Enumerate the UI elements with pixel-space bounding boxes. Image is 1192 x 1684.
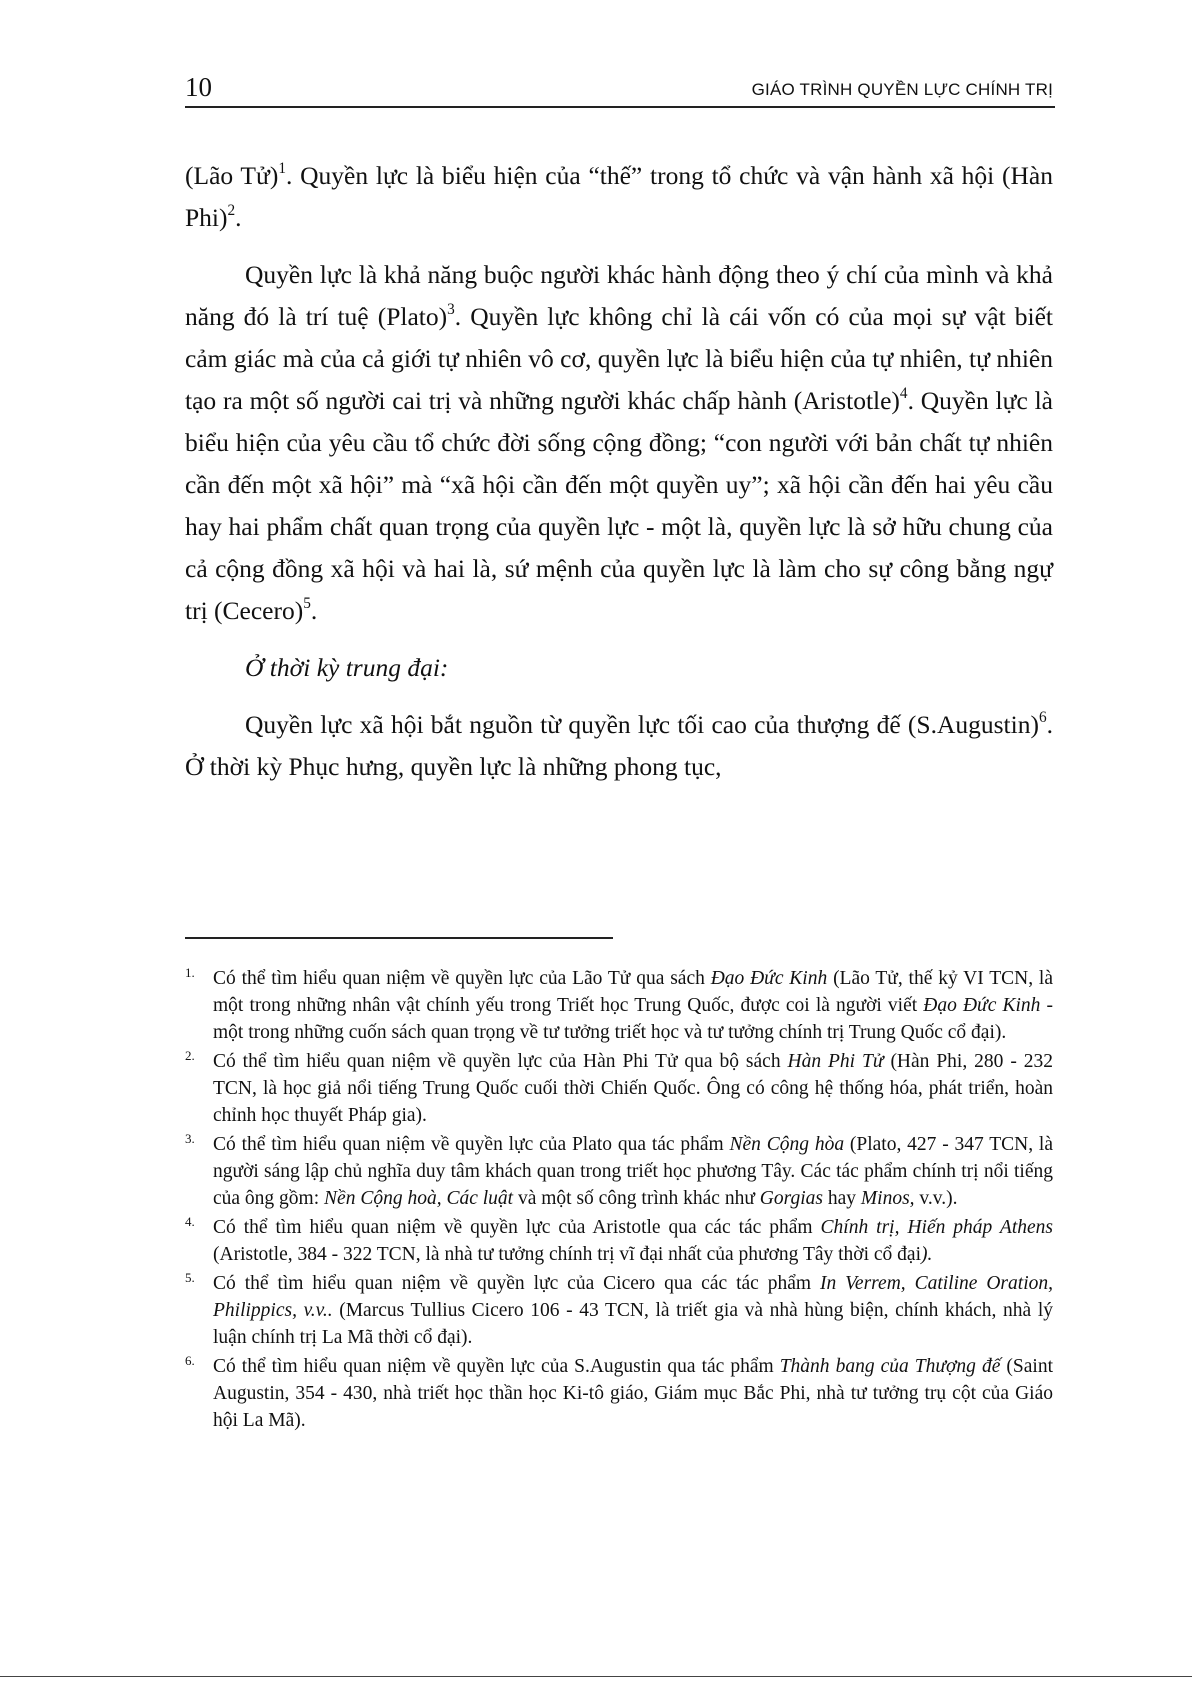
scan-edge-line (0, 1676, 1192, 1677)
footnote-5: 5. Có thể tìm hiểu quan niệm về quyền lực của Cicero qua các tác phẩm In Verrem, Catiline Oration, Philippics, v.v.. (Marcus Tullius Cicero 106 - 43 TCN, là triết gia và nhà hùng biện, chính khách, nhà lý luận chính trị La Mã thời cổ đại). (185, 1270, 1053, 1348)
footnote-ref-4: 4 (899, 384, 908, 402)
running-title: GIÁO TRÌNH QUYỀN LỰC CHÍNH TRỊ (751, 80, 1053, 99)
paragraph-3: Quyền lực xã hội bắt nguồn từ quyền lực tối cao của thượng đế (S.Augustin)$^6$. Ở thời kỳ Phục hưng, quyền lực là những phong tục, (185, 708, 1053, 781)
footnote-ref-6: 6 (1038, 708, 1047, 726)
footnote-3: 3. Có thể tìm hiểu quan niệm về quyền lực của Plato qua tác phẩm Nền Cộng hòa (Plato, 427 - 347 TCN, là người sáng lập chủ nghĩa duy tâm khách quan trong triết học phương Tây. Các tác phẩm chính trị nổi tiếng của ông gồm: Nền Cộng hoà, Các luật và một số công trình khác như Gorgias hay Minos, v.v.). (185, 1131, 1054, 1209)
footnote-4: 4. Có thể tìm hiểu quan niệm về quyền lực của Aristotle qua các tác phẩm Chính trị, Hiến pháp Athens (Aristotle, 384 - 322 TCN, là nhà tư tưởng chính trị vĩ đại nhất của phương Tây thời cổ đại). (185, 1214, 1053, 1265)
footnote-1: 1. Có thể tìm hiểu quan niệm về quyền lực của Lão Tử qua sách Đạo Đức Kinh (Lão Tử, thế kỷ VI TCN, là một trong những nhân vật chính yếu trong Triết học Trung Quốc, được coi là người viết Đạo Đức Kinh - một trong những cuốn sách quan trọng về tư tưởng triết học và tư tưởng chính trị Trung Quốc cổ đại). (185, 965, 1053, 1043)
page-number: 10 (185, 72, 212, 102)
footnotes (185, 965, 1053, 1436)
footnote-ref-1: 1 (278, 159, 286, 177)
section-subheading: Ở thời kỳ trung đại: (245, 653, 449, 682)
footnote-divider (185, 937, 613, 939)
footnote-ref-3: 3 (447, 300, 455, 318)
paragraph-1: (Lão Tử)$^1$. Quyền lực là biểu hiện của “thế” trong tổ chức và vận hành xã hội (Hàn Phi)$^2$. (185, 159, 1053, 232)
footnote-6: 6. Có thể tìm hiểu quan niệm về quyền lực của S.Augustin qua tác phẩm Thành bang của Thượng đế (Saint Augustin, 354 - 430, nhà triết học thần học Ki-tô giáo, Giám mục Bắc Phi, nhà tư tưởng trụ cột của Giáo hội La Mã). (185, 1353, 1053, 1431)
page-header (185, 66, 1055, 108)
footnote-ref-5: 5 (303, 594, 311, 612)
main-text (185, 155, 1053, 788)
footnote-ref-2: 2 (227, 201, 236, 219)
paragraph-2: Quyền lực là khả năng buộc người khác hành động theo ý chí của mình và khả năng đó là trí tuệ (Plato)$^3$. Quyền lực không chỉ là cái vốn có của mọi sự vật biết cảm giác mà của cả giới tự nhiên vô cơ, quyền lực là biểu hiện của tự nhiên, tự nhiên tạo ra một số người cai trị và những người khác chấp hành (Aristotle)$^4$. Quyền lực là biểu hiện của yêu cầu tổ chức đời sống cộng đồng; “con người với bản chất tự nhiên cần đến một xã hội” mà “xã hội cần đến một quyền uy”; xã hội cần đến hai yêu cầu hay hai phẩm chất quan trọng của quyền lực - một là, quyền lực là sở hữu chung của cả cộng đồng xã hội và hai là, sứ mệnh của quyền lực là làm cho sự công bằng ngự trị (Cecero)$^5$. (185, 260, 1053, 625)
footnote-2: 2. Có thể tìm hiểu quan niệm về quyền lực của Hàn Phi Tử qua bộ sách Hàn Phi Tử (Hàn Phi, 280 - 232 TCN, là học giả nổi tiếng Trung Quốc cuối thời Chiến Quốc. Ông có công hệ thống hóa, phát triển, hoàn chỉnh học thuyết Pháp gia). (185, 1048, 1053, 1126)
